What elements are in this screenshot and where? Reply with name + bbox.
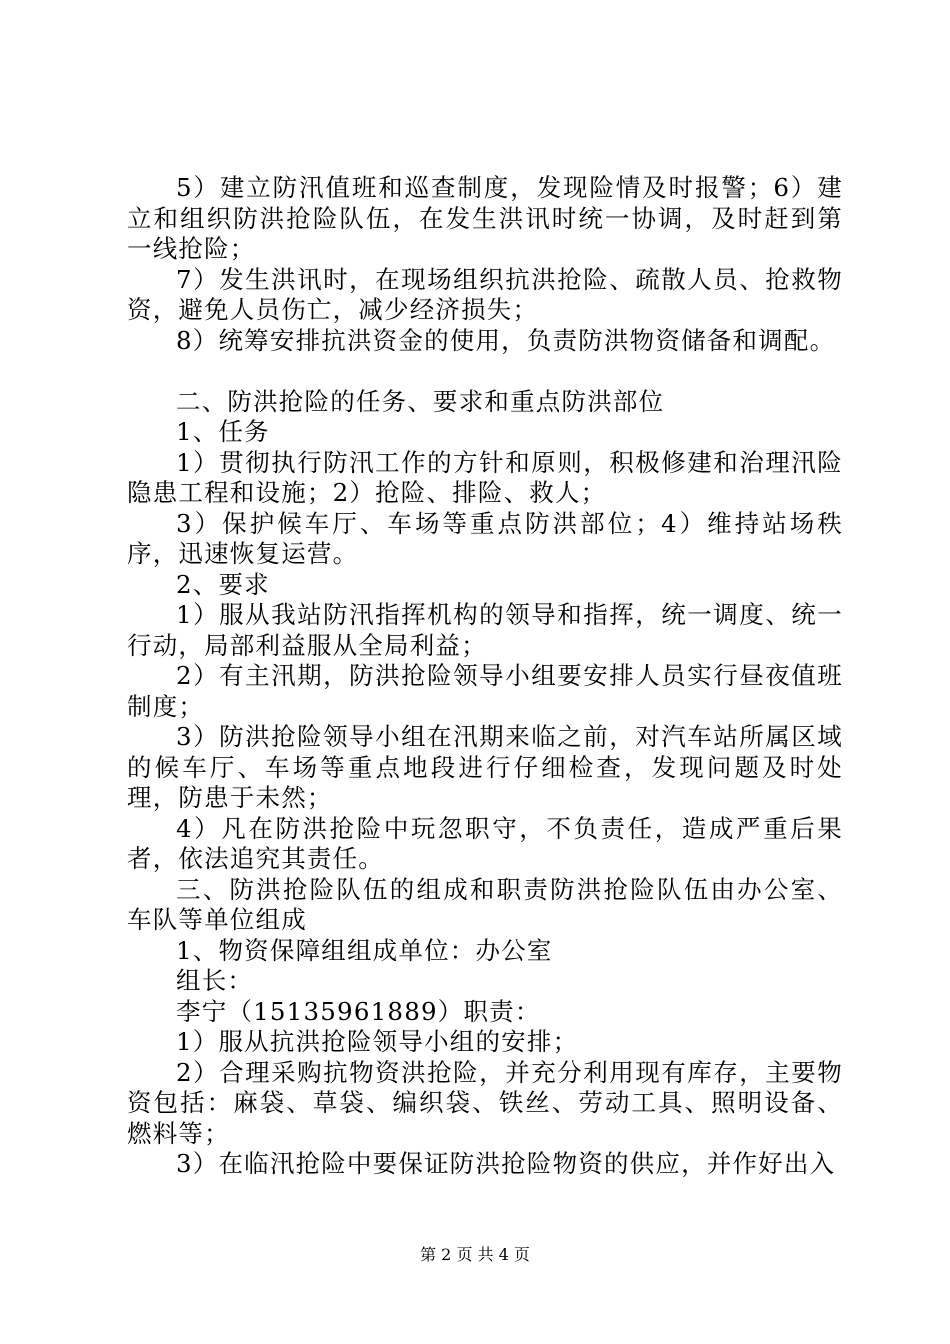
paragraph-task-1-2: 1）贯彻执行防汛工作的方针和原则，积极修建和治理汛险隐患工程和设施；2）抢险、排险、救人；: [127, 447, 843, 507]
group-leader-contact: 李宁（15135961889）职责：: [176, 996, 541, 1026]
paragraph-requirement-4: 4）凡在防洪抢险中玩忽职守，不负责任，造成严重后果者，依法追究其责任。: [127, 813, 843, 873]
group-leader-label: 组长：: [176, 966, 254, 995]
paragraph-duty-5-6: 5）建立防汛值班和巡查制度，发现险情及时报警；6）建立和组织防洪抢险队伍，在发生洪讯时统一协调，及时赶到第一线抢险；: [127, 173, 843, 263]
section-heading-2: 二、防洪抢险的任务、要求和重点防洪部位: [176, 386, 665, 416]
subsection-heading-requirements: 2、要求: [176, 569, 270, 599]
section-heading-3: 三、防洪抢险队伍的组成和职责防洪抢险队伍由办公室、车队等单位组成: [127, 874, 843, 934]
subsection-heading-tasks: 1、任务: [176, 417, 270, 446]
paragraph-duty-7: 7）发生洪讯时，在现场组织抗洪抢险、疏散人员、抢救物资，避免人员伤亡，减少经济损失；: [127, 264, 843, 324]
paragraph-requirement-1: 1）服从我站防汛指挥机构的领导和指挥，统一调度、统一行动，局部利益服从全局利益；: [127, 600, 843, 660]
paragraph-duty-8: 8）统筹安排抗洪资金的使用，负责防洪物资储备和调配。: [176, 325, 836, 355]
paragraph-group-duty-1: 1）服从抗洪抢险领导小组的安排；: [176, 1027, 579, 1056]
paragraph-group-duty-2: 2）合理采购抗物资洪抢险，并充分利用现有库存，主要物资包括：麻袋、草袋、编织袋、铁丝、劳动工具、照明设备、燃料等；: [127, 1057, 843, 1148]
paragraph-task-3-4: 3）保护候车厅、车场等重点防洪部位；4）维持站场秩序，迅速恢复运营。: [127, 508, 843, 568]
paragraph-requirement-3: 3）防洪抢险领导小组在汛期来临之前，对汽车站所属区域的候车厅、车场等重点地段进行仔细检查，发现问题及时处理，防患于未然；: [127, 722, 843, 812]
document-body: [127, 173, 843, 1180]
subsection-heading-supplies-group: 1、物资保障组组成单位：办公室: [176, 935, 553, 965]
page-number-footer: 第 2 页 共 4 页: [420, 1245, 530, 1264]
paragraph-requirement-2: 2）有主汛期，防洪抢险领导小组要安排人员实行昼夜值班制度；: [127, 661, 843, 721]
paragraph-group-duty-3: 3）在临汛抢险中要保证防洪抢险物资的供应，并作好出入: [176, 1149, 836, 1178]
